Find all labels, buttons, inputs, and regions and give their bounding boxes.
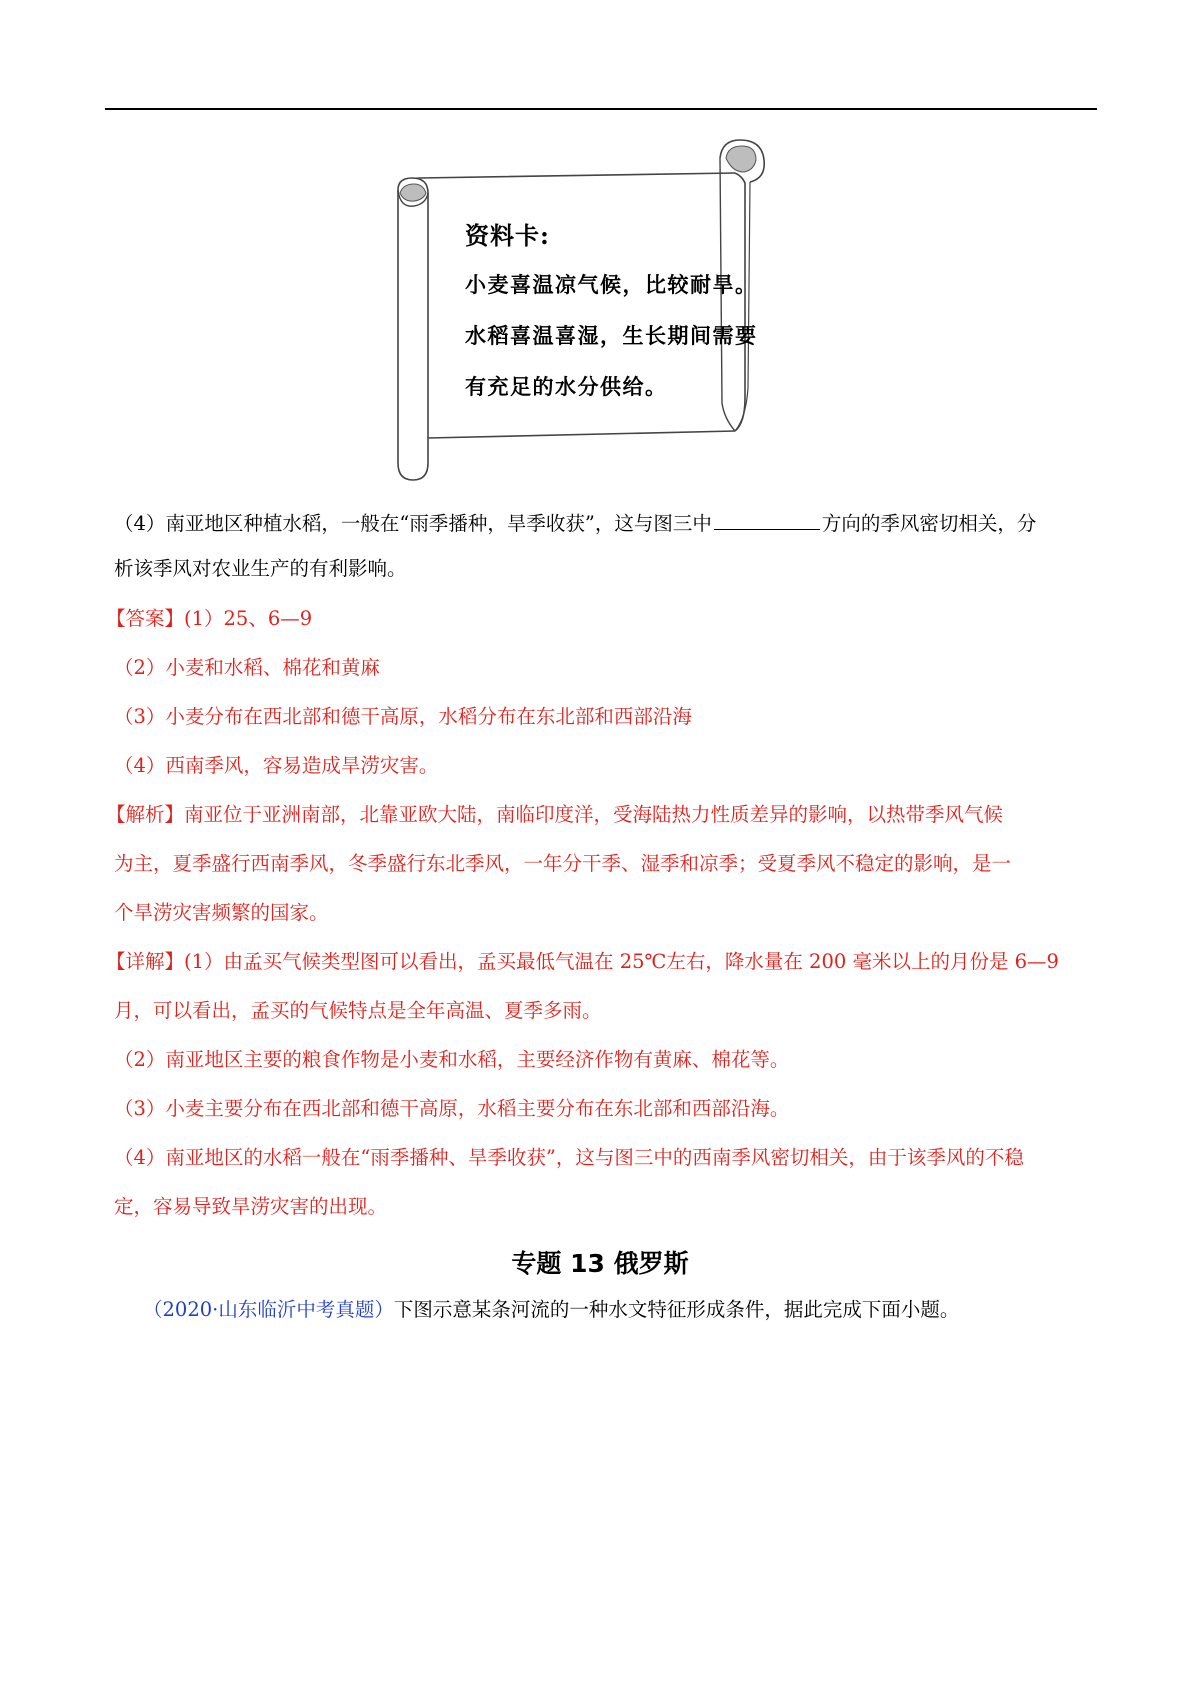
answer-label: 【答案】	[106, 607, 185, 630]
header-rule	[105, 108, 1097, 110]
card-line-3: 有充足的水分供给。	[465, 374, 668, 399]
section-heading: 专题 13 俄罗斯	[511, 1249, 689, 1278]
question-source: （2020·山东临沂中考真题）	[143, 1298, 394, 1321]
card-line-1: 小麦喜温凉气候，比较耐旱。	[465, 272, 758, 297]
answer-line-1	[106, 607, 1092, 631]
question-4-text-b: 方向的季风密切相关，分	[821, 512, 1037, 535]
info-card-scroll	[390, 138, 790, 483]
detail-line-4: （3）小麦主要分布在西北部和德干高原，水稻主要分布在东北部和西部沿海。	[114, 1097, 790, 1120]
answer-line-4: （4）西南季风，容易造成旱涝灾害。	[114, 754, 439, 777]
detail-line-5: （4）南亚地区的水稻一般在“雨季播种、旱季收获”，这与图三中的西南季风密切相关，由于该季风的不稳	[114, 1146, 1024, 1169]
analysis-line-3: 个旱涝灾害频繁的国家。	[114, 901, 329, 924]
detail-line-6: 定，容易导致旱涝灾害的出现。	[114, 1195, 388, 1218]
analysis-line-2: 为主，夏季盛行西南季风，冬季盛行东北季风，一年分干季、湿季和凉季；受夏季风不稳定的影响，是一	[114, 852, 1012, 875]
answer-blank	[714, 509, 820, 530]
card-line-2: 水稻喜温喜湿，生长期间需要	[465, 323, 758, 348]
analysis-line-1: 【解析】南亚位于亚洲南部，北靠亚欧大陆，南临印度洋，受海陆热力性质差异的影响，以热带季风气候	[106, 803, 1004, 826]
question-4-line-1	[114, 509, 1100, 536]
detail-line-1: 【详解】(1）由孟买气候类型图可以看出，孟买最低气温在 25℃左右，降水量在 200 毫米以上的月份是 6—9	[106, 950, 1059, 973]
section-intro	[143, 1298, 1129, 1322]
question-4-line-2: 析该季风对农业生产的有利影响。	[114, 557, 407, 580]
intro-text: 下图示意某条河流的一种水文特征形成条件，据此完成下面小题。	[393, 1298, 960, 1321]
detail-line-2: 月，可以看出，孟买的气候特点是全年高温、夏季多雨。	[114, 999, 602, 1022]
card-title: 资料卡:	[465, 221, 550, 250]
answer-1: (1）25、6—9	[184, 607, 313, 630]
answer-line-3: （3）小麦分布在西北部和德干高原，水稻分布在东北部和西部沿海	[114, 705, 692, 728]
scroll-illustration	[390, 138, 790, 483]
detail-line-3: （2）南亚地区主要的粮食作物是小麦和水稻，主要经济作物有黄麻、棉花等。	[114, 1048, 790, 1071]
question-4-text-a: （4）南亚地区种植水稻，一般在“雨季播种，旱季收获”，这与图三中	[114, 512, 712, 535]
answer-line-2: （2）小麦和水稻、棉花和黄麻	[114, 656, 380, 679]
